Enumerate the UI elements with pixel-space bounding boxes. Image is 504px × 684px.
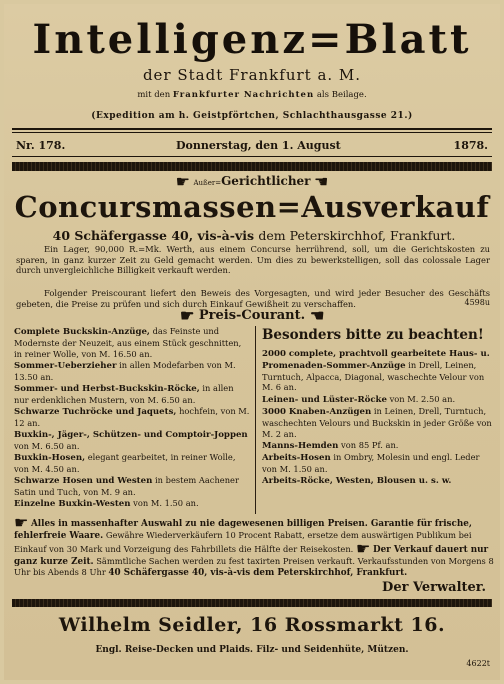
issue-year: 1878. — [453, 139, 488, 152]
price-item-text: von 85 Pf. an. — [341, 439, 399, 450]
price-item — [262, 440, 494, 452]
ad-pre-main: Gerichtlicher — [221, 174, 311, 188]
price-item-name: Buxkin-Hosen, — [14, 453, 86, 464]
price-item — [262, 394, 494, 406]
price-item-name: Arbeits-Röcke, Westen, Blousen u. s. w. — [262, 476, 452, 487]
pointing-hand-icon: ☛ — [355, 538, 371, 558]
masthead-supplement — [4, 90, 500, 101]
pointing-hand-icon: ☛ — [175, 172, 190, 191]
ad-reference: 4598u — [464, 298, 490, 307]
price-item-text: das Feinste und Modernste der Neuzeit, aus einem Stück geschnitten, in reiner Wolle, von M. 16.50 an. — [14, 326, 242, 359]
price-item-name: 2000 complete, prachtvoll gearbeitete Haus- u. Promenaden-Sommer-Anzüge — [262, 349, 490, 371]
divider-rule — [12, 156, 492, 157]
price-item-text: in Ombry, Molesin und engl. Leder von M. 1.50 an. — [262, 452, 480, 474]
price-item-name: Sommer- und Herbst-Buckskin-Röcke, — [14, 383, 200, 394]
issue-info — [16, 138, 488, 154]
price-item-name: 3000 Knaben-Anzügen — [262, 406, 372, 417]
masthead-expedition: (Expedition am h. Geistpförtchen, Schlachthausgasse 21.) — [91, 111, 413, 121]
closing-text: Gewähre Wiederverkäufern 10 Procent Rabatt, ersetze dem auswärtigen Publikum bei Einkauf von 30 Mark und Vorzeigung des Fahrbillets die Hälfte der Reisekosten. — [14, 530, 472, 554]
ad-address-rest: dem Peterskirchhof, Frankfurt. — [258, 228, 456, 243]
pointing-hand-icon: ☛ — [14, 513, 29, 532]
column-divider — [255, 326, 256, 514]
price-item-name: Schwarze Hosen und Westen — [14, 476, 153, 487]
ad-address-main: 40 Schäfergasse 40, vis-à-vis — [52, 228, 255, 243]
price-list-right — [262, 326, 494, 488]
newspaper-page — [4, 4, 500, 680]
issue-date: Donnerstag, den 1. August — [176, 139, 341, 152]
price-item — [262, 348, 494, 393]
seidler-reference: 4622t — [466, 659, 490, 668]
divider-rule — [12, 128, 492, 130]
price-item-name: Schwarze Tuchröcke und Jaquets, — [14, 407, 177, 418]
supplement-pre: mit den — [137, 90, 171, 100]
price-item-text: von M. 2.50 an. — [389, 393, 456, 404]
price-item-text: in Leinen, Drell, Turntuch, waschechten Velours und Buckskin in jeder Größe von M. 2 an. — [262, 405, 492, 439]
ad-title: Concursmassen=Ausverkauf — [14, 190, 490, 224]
price-item-text: von M. 6.50 an. — [14, 440, 80, 451]
supplement-post: als Beilage. — [316, 90, 367, 100]
seidler-ad-title: Wilhelm Seidler, 16 Rossmarkt 16. — [58, 614, 446, 636]
divider-rule — [12, 132, 492, 133]
price-item — [14, 452, 250, 475]
masthead-title: Intelligenz=Blatt — [32, 16, 472, 63]
supplement-name: Frankfurter Nachrichten — [172, 90, 315, 100]
closing-text: Sämmtliche Sachen werden zu fest taxirten Preisen verkauft. Verkaufsstunden von Morgens 8 Uhr bis Abends 8 Uhr — [14, 555, 494, 578]
pointing-hand-icon: ☛ — [179, 306, 195, 325]
price-item-text: elegant gearbeitet, in reiner Wolle, von M. 4.50 an. — [14, 452, 236, 475]
ad-pre-small: Außer= — [193, 179, 222, 187]
pointing-hand-icon: ☛ — [314, 172, 329, 191]
pointing-hand-icon: ☛ — [309, 306, 325, 325]
ad-signature: Der Verwalter. — [382, 580, 486, 595]
ad-pre-heading — [4, 174, 500, 190]
price-item — [14, 498, 250, 510]
masthead-subtitle: der Stadt Frankfurt a. M. — [142, 66, 362, 84]
price-item — [262, 475, 494, 487]
price-item-text: von M. 1.50 an. — [133, 498, 199, 509]
price-item — [14, 475, 250, 498]
price-item-text: in allen nur erdenklichen Mustern, von M. 6.50 an. — [14, 382, 234, 405]
price-item-name: Complete Buckskin-Anzüge, — [14, 327, 150, 337]
ad-closing-text — [14, 513, 494, 579]
price-heading — [4, 308, 500, 324]
issue-number: Nr. 178. — [16, 139, 66, 152]
closing-bold: Der Verkauf dauert nur ganz kurze Zeit. — [14, 544, 489, 567]
price-item-name: Einzelne Buxkin-Westen — [14, 499, 131, 510]
ad-address — [18, 228, 490, 243]
closing-bold: 40 Schäfergasse 40, vis-à-vis dem Peterskirchhof, Frankfurt. — [108, 568, 408, 579]
price-item — [14, 360, 250, 383]
price-item-name: Leinen- und Lüster-Röcke — [262, 394, 387, 405]
price-item-text: hochfein, von M. 12 an. — [14, 406, 250, 428]
price-item — [14, 406, 250, 429]
ornamental-bar — [12, 599, 492, 607]
ornamental-bar — [12, 162, 492, 171]
price-item — [14, 429, 250, 452]
price-item-text: in Drell, Leinen, Turntuch, Alpacca, Diagonal, waschechte Velour von M. 6 an. — [262, 359, 485, 393]
price-item-name: Sommer-Ueberzieher — [14, 360, 117, 371]
price-item-name: Arbeits-Hosen — [262, 453, 331, 464]
ad-paragraph: Folgender Preiscourant liefert den Beweis des Vorgesagten, und wird jeder Besucher des Geschäfts gebeten, die Preise zu prüfen und sich durch Einkauf Gewißheit zu verschaffen. — [16, 288, 490, 309]
right-heading: Besonders bitte zu beachten! — [262, 327, 484, 343]
closing-bold: Alles in massenhafter Auswahl zu nie dagewesenen billigen Preisen. Garantie für frische, fehlerfreie Waare. — [14, 519, 472, 541]
ad-paragraph: Ein Lager, 90,000 R.=Mk. Werth, aus einem Concurse herrührend, soll, um die Gerichtskosten zu sparen, in ganz kurzer Zeit zu Geld gemacht werden. Um dies zu bewerkstelligen, soll das colossale Lager durch unvergleichliche Billigkeit verkauft werden. — [16, 244, 490, 276]
price-list-left — [14, 326, 250, 511]
price-item — [262, 452, 494, 475]
price-item — [14, 383, 250, 406]
price-item-text: in allen Modefarben von M. 13.50 an. — [14, 359, 236, 382]
price-item-name: Buxkin-, Jäger-, Schützen- und Comptoir-Joppen — [14, 430, 248, 441]
price-item-name: Manns-Hemden — [262, 440, 339, 451]
seidler-ad-subtitle: Engl. Reise-Decken und Plaids. Filz- und Seidenhüte, Mützen. — [95, 645, 409, 655]
price-item — [262, 406, 494, 439]
price-item — [14, 326, 250, 359]
price-item-text: in bestem Aachener Satin und Tuch, von M. 9 an. — [14, 475, 239, 498]
price-heading-text: Preis-Courant. — [198, 308, 306, 323]
